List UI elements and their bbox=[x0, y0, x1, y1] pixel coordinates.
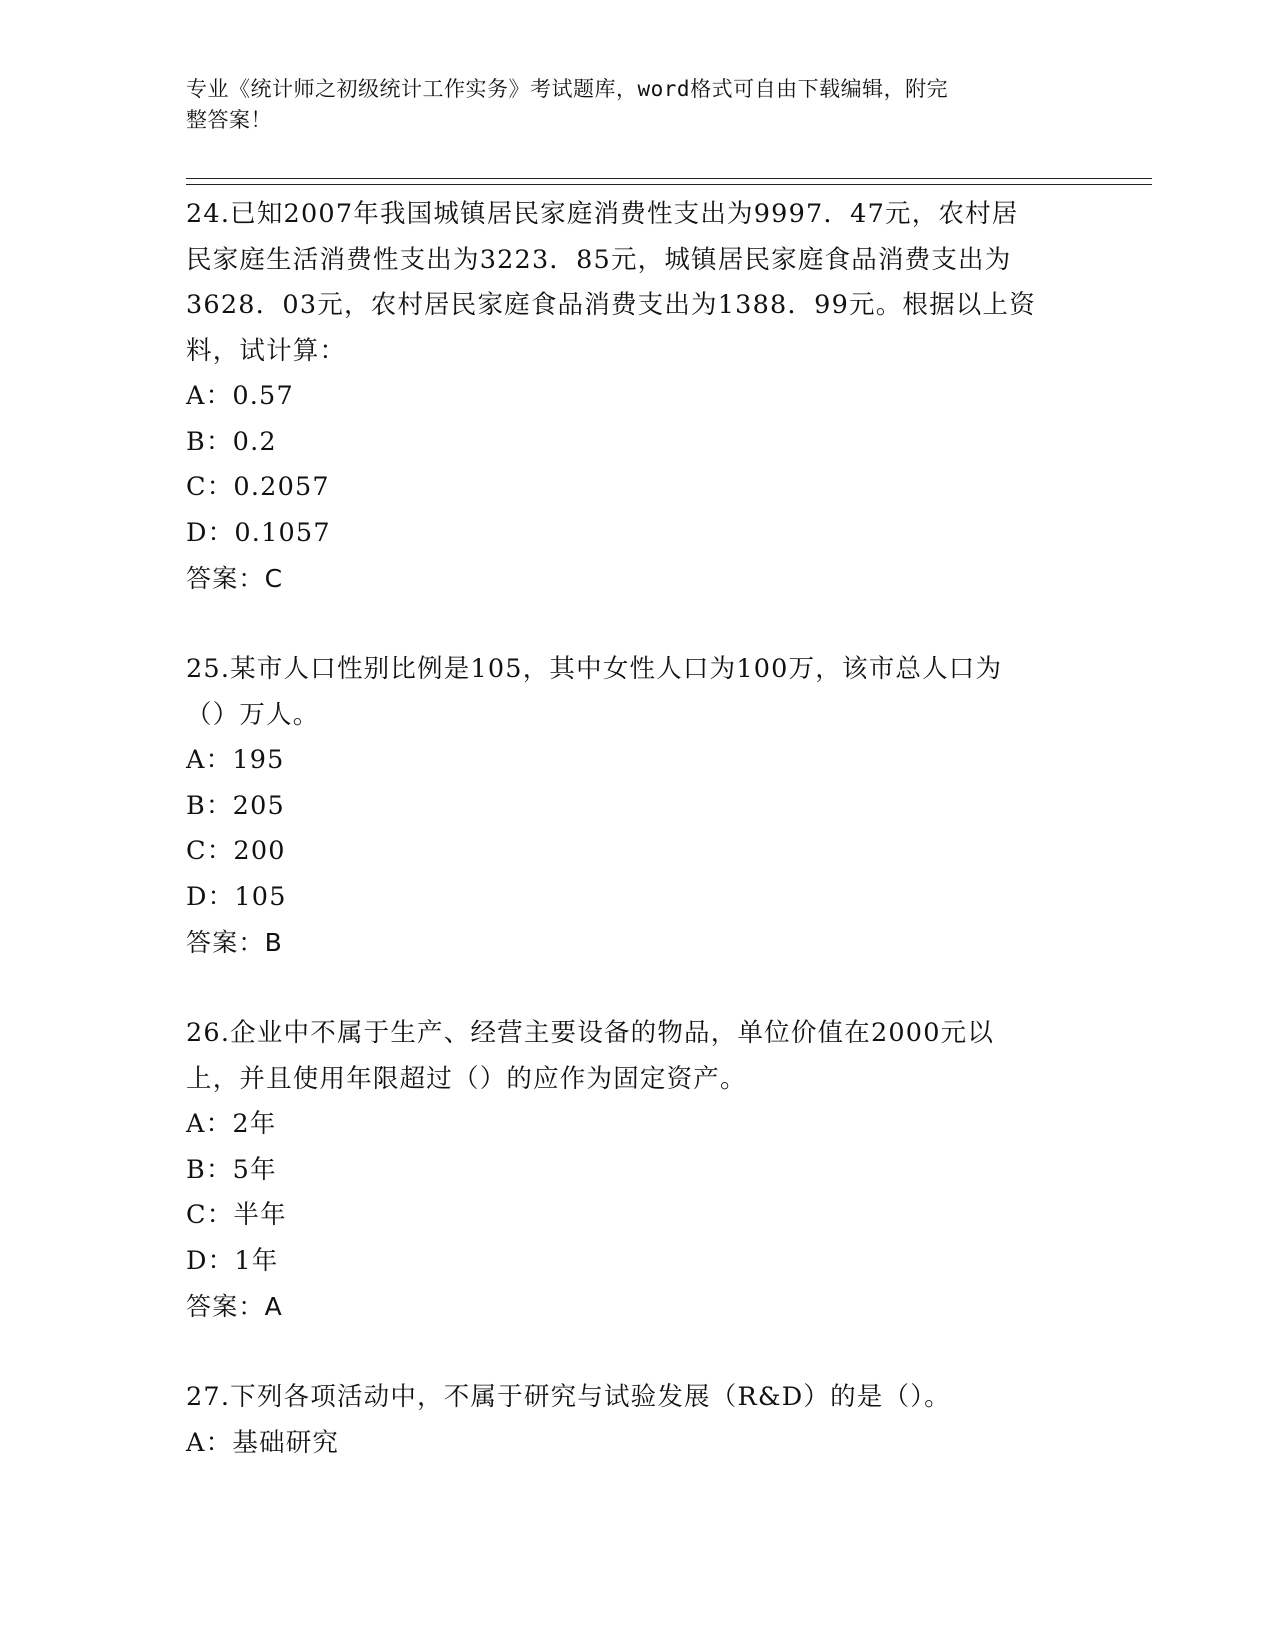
question-block-27 bbox=[186, 1375, 1076, 1466]
question-block-25 bbox=[186, 647, 1076, 966]
option-a: A：基础研究 bbox=[186, 1427, 340, 1458]
question-stem-line: 25.某市人口性别比例是105，其中女性人口为100万，该市总人口为 bbox=[186, 654, 1003, 684]
option-d: D：0.1057 bbox=[186, 517, 331, 548]
question-stem-line: 26.企业中不属于生产、经营主要设备的物品，单位价值在2000元以 bbox=[186, 1018, 995, 1048]
question-block-26 bbox=[186, 1011, 1076, 1330]
answer-line: 答案：B bbox=[186, 928, 283, 957]
header-line-1: 专业《统计师之初级统计工作实务》考试题库，word格式可自由下载编辑，附完 bbox=[186, 77, 949, 101]
option-b: B：0.2 bbox=[186, 426, 277, 457]
question-stem-line: 3628．03元，农村居民家庭食品消费支出为1388．99元。根据以上资 bbox=[186, 290, 1036, 320]
question-stem-line: （）万人。 bbox=[186, 699, 320, 730]
option-d: D：1年 bbox=[186, 1245, 279, 1276]
answer-line: 答案：C bbox=[186, 564, 284, 593]
spacer bbox=[186, 966, 1076, 1012]
option-b: B：205 bbox=[186, 790, 285, 821]
question-stem-line: 民家庭生活消费性支出为3223．85元，城镇居民家庭食品消费支出为 bbox=[186, 244, 1012, 275]
spacer bbox=[186, 602, 1076, 648]
option-a: A：2年 bbox=[186, 1109, 277, 1139]
question-list bbox=[186, 192, 1076, 1466]
option-a: A：0.57 bbox=[186, 381, 294, 411]
document-header bbox=[186, 74, 1066, 136]
option-b: B：5年 bbox=[186, 1154, 277, 1185]
option-c: C：0.2057 bbox=[186, 472, 330, 502]
header-divider-bottom bbox=[186, 184, 1152, 185]
option-c: C：200 bbox=[186, 836, 286, 866]
spacer bbox=[186, 1330, 1076, 1376]
answer-line: 答案：A bbox=[186, 1292, 283, 1321]
question-stem-line: 料，试计算： bbox=[186, 335, 347, 366]
question-stem-line: 24.已知2007年我国城镇居民家庭消费性支出为9997．47元，农村居 bbox=[186, 199, 1019, 229]
question-stem-line: 27.下列各项活动中，不属于研究与试验发展（R&D）的是（）。 bbox=[186, 1382, 951, 1412]
option-c: C：半年 bbox=[186, 1200, 287, 1230]
header-line-2: 整答案！ bbox=[186, 108, 272, 132]
question-block-24 bbox=[186, 192, 1076, 602]
option-a: A：195 bbox=[186, 745, 285, 775]
option-d: D：105 bbox=[186, 881, 287, 912]
header-divider-top bbox=[186, 178, 1152, 179]
question-stem-line: 上，并且使用年限超过（）的应作为固定资产。 bbox=[186, 1063, 747, 1094]
